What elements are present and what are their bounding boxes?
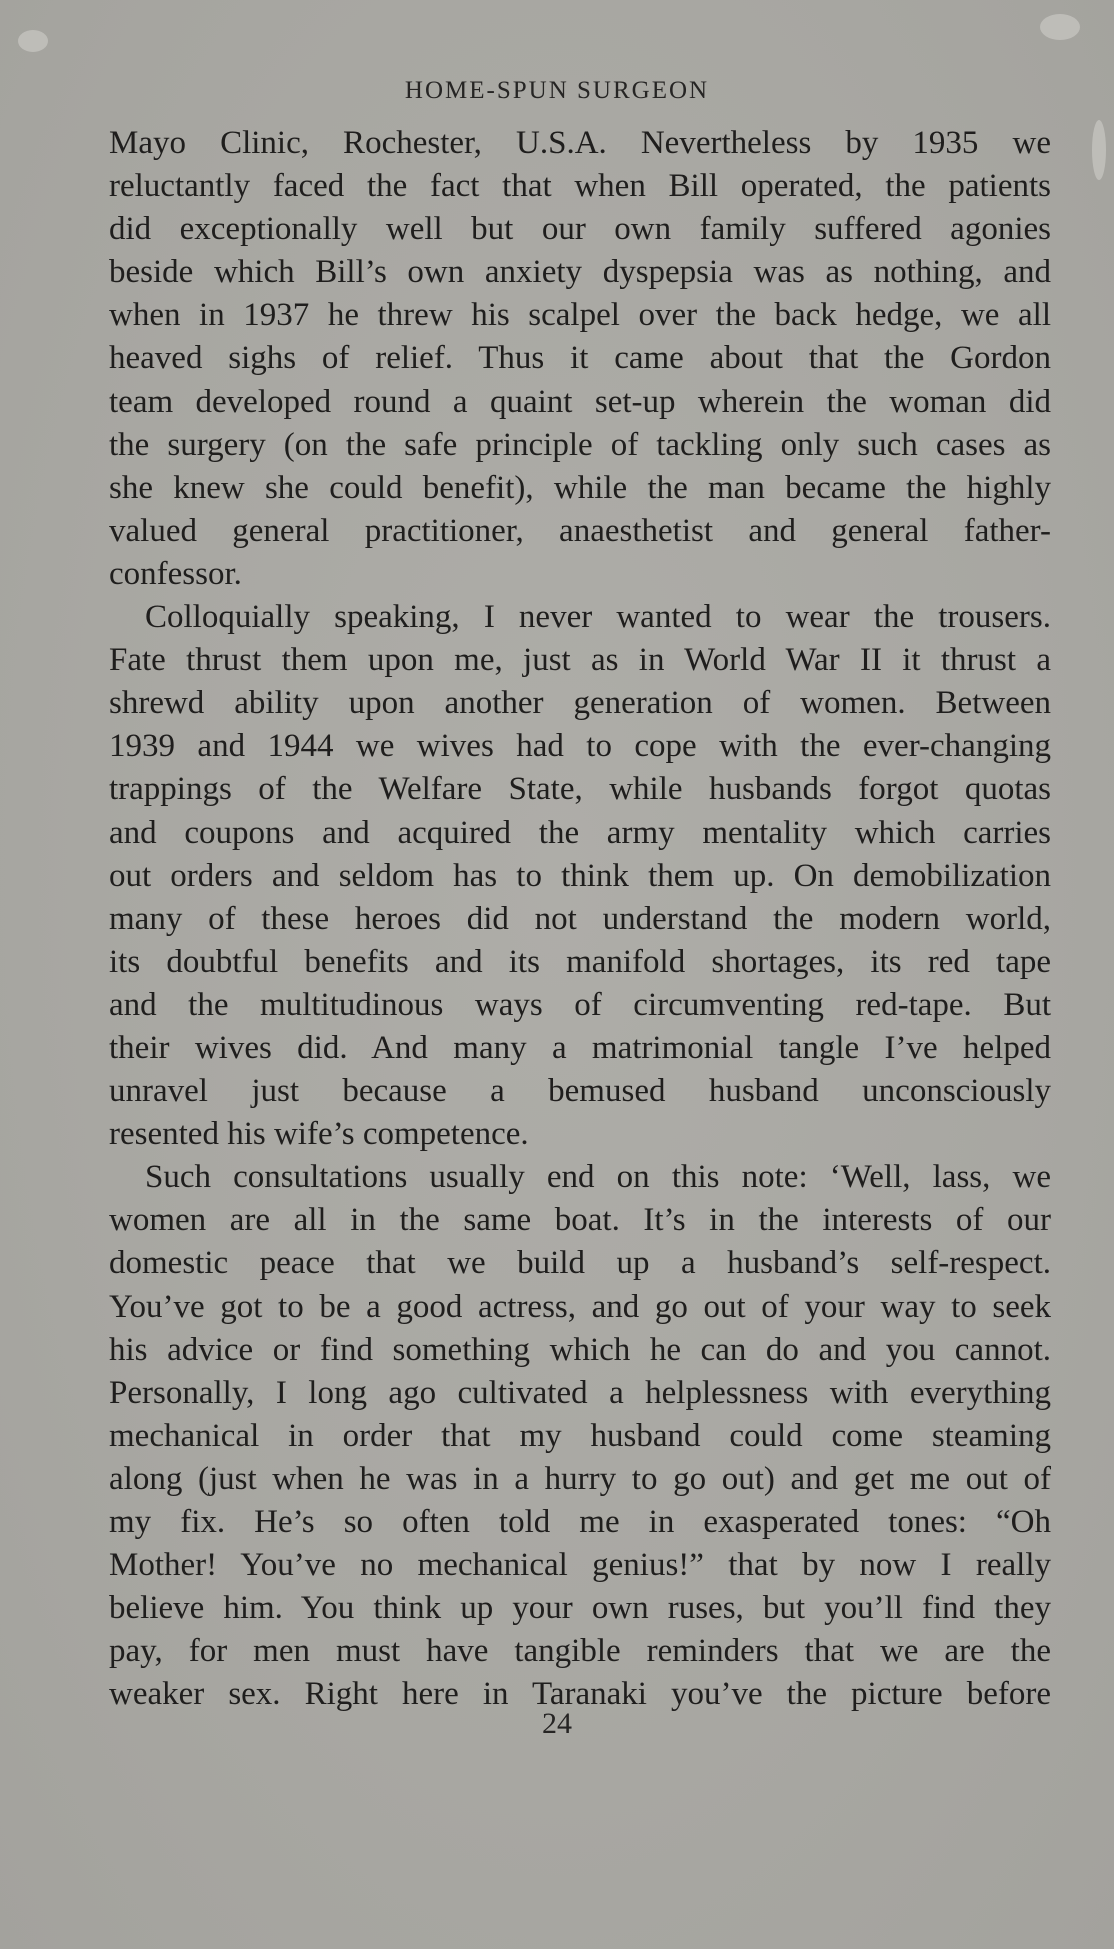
paper-speck: [1092, 120, 1106, 180]
text-line: Mayo Clinic, Rochester, U.S.A. Nevertheless by 1935 we: [109, 125, 1051, 161]
text-line: and coupons and acquired the army mentality which carries: [109, 814, 1051, 851]
text-line: unravel just because a bemused husband unconsciously: [109, 1073, 1051, 1110]
text-line: out orders and seldom has to think them up. On demobilization: [109, 857, 1051, 894]
text-line: team developed round a quaint set-up wherein the woman did: [109, 383, 1051, 420]
text-line: weaker sex. Right here in Taranaki you’ve the picture before: [109, 1676, 1051, 1713]
paragraph-1: [109, 122, 1051, 596]
text-line: Mother! You’ve no mechanical genius!” that by now I really: [109, 1547, 1051, 1584]
text-line: Personally, I long ago cultivated a helplessness with everything: [109, 1374, 1051, 1411]
text-line: and the multitudinous ways of circumventing red-tape. But: [109, 986, 1051, 1023]
paragraph-2: [109, 596, 1051, 1156]
page-number: 24: [542, 1707, 572, 1740]
paper-speck: [18, 30, 48, 52]
body-text: [109, 122, 1051, 1716]
text-line: Colloquially speaking, I never wanted to wear the trousers.: [145, 599, 1051, 636]
text-line: heaved sighs of relief. Thus it came about that the Gordon: [109, 340, 1051, 377]
text-line: beside which Bill’s own anxiety dyspepsia was as nothing, and: [109, 254, 1051, 291]
text-line: she knew she could benefit), while the man became the highly: [109, 469, 1051, 506]
text-line: valued general practitioner, anaesthetist and general father-: [109, 512, 1051, 549]
text-line: Fate thrust them upon me, just as in World War II it thrust a: [109, 642, 1051, 679]
text-line: women are all in the same boat. It’s in the interests of our: [109, 1202, 1051, 1239]
text-line: its doubtful benefits and its manifold shortages, its red tape: [109, 943, 1051, 980]
text-line: Such consultations usually end on this note: ‘Well, lass, we: [145, 1159, 1051, 1196]
text-line: domestic peace that we build up a husband’s self-respect.: [109, 1245, 1051, 1282]
paper-speck: [1040, 14, 1080, 40]
text-line: reluctantly faced the fact that when Bill operated, the patients: [109, 168, 1051, 205]
text-line: believe him. You think up your own ruses, but you’ll find they: [109, 1590, 1051, 1627]
text-line: along (just when he was in a hurry to go out) and get me out of: [109, 1460, 1051, 1497]
text-line: confessor.: [109, 555, 242, 592]
text-line: You’ve got to be a good actress, and go out of your way to seek: [109, 1288, 1051, 1325]
text-line: 1939 and 1944 we wives had to cope with the ever-changing: [109, 728, 1051, 765]
text-line: trappings of the Welfare State, while husbands forgot quotas: [109, 771, 1051, 808]
text-line: the surgery (on the safe principle of tackling only such cases as: [109, 426, 1051, 463]
text-line: did exceptionally well but our own family suffered agonies: [109, 211, 1051, 248]
text-line: when in 1937 he threw his scalpel over the back hedge, we all: [109, 297, 1051, 334]
text-line: resented his wife’s competence.: [109, 1116, 529, 1153]
text-line: mechanical in order that my husband could come steaming: [109, 1417, 1051, 1454]
paragraph-3: [109, 1156, 1051, 1716]
text-line: many of these heroes did not understand the modern world,: [109, 900, 1051, 937]
text-line: their wives did. And many a matrimonial tangle I’ve helped: [109, 1029, 1051, 1066]
running-head: HOME-SPUN SURGEON: [404, 77, 710, 104]
text-line: his advice or find something which he can do and you cannot.: [109, 1331, 1051, 1368]
text-line: shrewd ability upon another generation of women. Between: [109, 685, 1051, 722]
text-line: my fix. He’s so often told me in exasperated tones: “Oh: [109, 1504, 1051, 1540]
text-line: pay, for men must have tangible reminders that we are the: [109, 1633, 1051, 1670]
